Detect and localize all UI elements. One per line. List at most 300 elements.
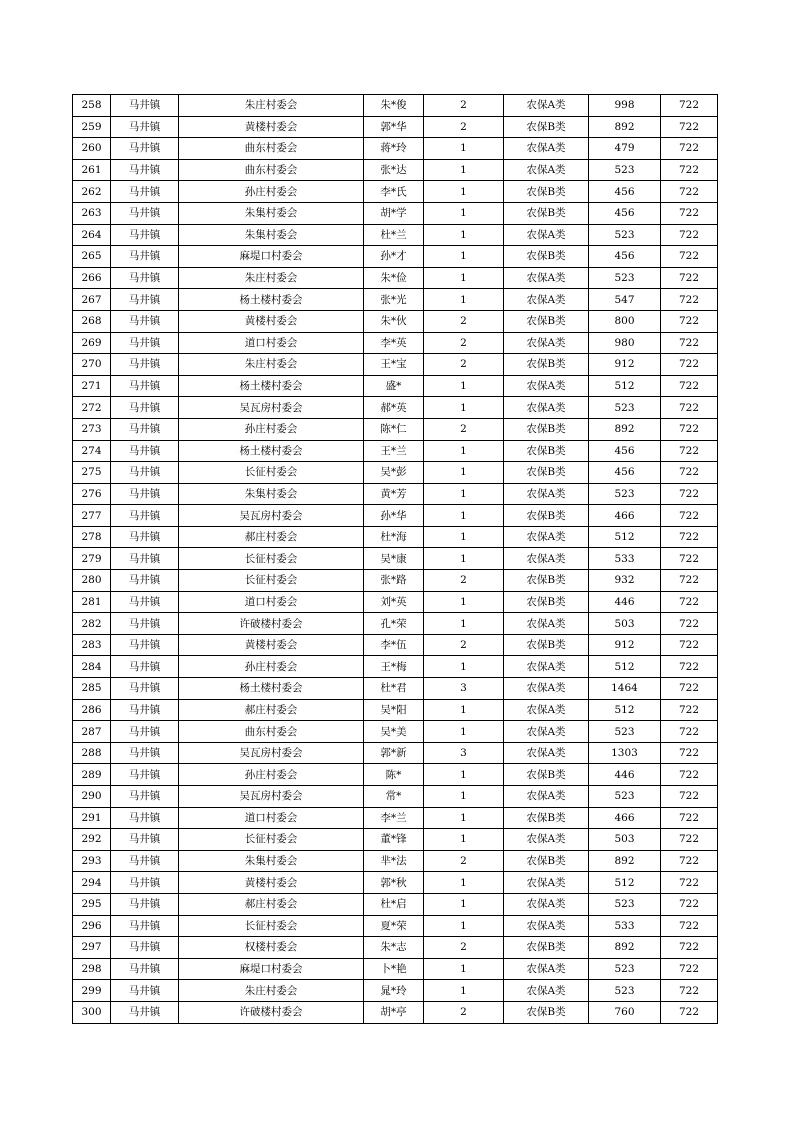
town-cell: 马井镇: [111, 397, 179, 419]
village-committee-cell: 道口村委会: [179, 332, 364, 354]
name-cell: 王*宝: [364, 354, 424, 376]
standard-value-cell: 722: [661, 591, 718, 613]
name-cell: 张*路: [364, 570, 424, 592]
insurance-category-cell: 农保A类: [504, 958, 589, 980]
insurance-category-cell: 农保A类: [504, 613, 589, 635]
village-committee-cell: 长征村委会: [179, 570, 364, 592]
row-number-cell: 299: [73, 980, 111, 1002]
household-count-cell: 1: [424, 440, 504, 462]
insurance-category-cell: 农保A类: [504, 721, 589, 743]
household-count-cell: 1: [424, 224, 504, 246]
household-count-cell: 2: [424, 570, 504, 592]
name-cell: 胡*学: [364, 202, 424, 224]
table-row: [73, 310, 718, 332]
table-row: [73, 786, 718, 808]
row-number-cell: 292: [73, 829, 111, 851]
row-number-cell: 268: [73, 310, 111, 332]
name-cell: 陈*仁: [364, 418, 424, 440]
village-committee-cell: 黄楼村委会: [179, 116, 364, 138]
table-row: [73, 202, 718, 224]
village-committee-cell: 曲东村委会: [179, 721, 364, 743]
standard-value-cell: 722: [661, 95, 718, 117]
amount-cell: 1303: [589, 742, 661, 764]
amount-cell: 1464: [589, 678, 661, 700]
standard-value-cell: 722: [661, 613, 718, 635]
amount-cell: 512: [589, 375, 661, 397]
village-committee-cell: 杨土楼村委会: [179, 440, 364, 462]
insurance-category-cell: 农保A类: [504, 893, 589, 915]
insurance-category-cell: 农保B类: [504, 462, 589, 484]
insurance-category-cell: 农保B类: [504, 570, 589, 592]
table-row: [73, 656, 718, 678]
household-count-cell: 2: [424, 95, 504, 117]
amount-cell: 466: [589, 807, 661, 829]
town-cell: 马井镇: [111, 980, 179, 1002]
name-cell: 常*: [364, 786, 424, 808]
table-row: [73, 418, 718, 440]
insurance-category-cell: 农保B类: [504, 505, 589, 527]
row-number-cell: 283: [73, 634, 111, 656]
table-row: [73, 893, 718, 915]
town-cell: 马井镇: [111, 678, 179, 700]
household-count-cell: 1: [424, 289, 504, 311]
insurance-category-cell: 农保A类: [504, 786, 589, 808]
table-row: [73, 807, 718, 829]
standard-value-cell: 722: [661, 202, 718, 224]
name-cell: 李*英: [364, 332, 424, 354]
name-cell: 李*氏: [364, 181, 424, 203]
household-count-cell: 2: [424, 354, 504, 376]
row-number-cell: 272: [73, 397, 111, 419]
insurance-category-cell: 农保A类: [504, 742, 589, 764]
table-row: [73, 526, 718, 548]
name-cell: 郭*华: [364, 116, 424, 138]
standard-value-cell: 722: [661, 915, 718, 937]
table-body: [73, 95, 718, 1024]
name-cell: 郭*新: [364, 742, 424, 764]
name-cell: 卜*艳: [364, 958, 424, 980]
town-cell: 马井镇: [111, 526, 179, 548]
row-number-cell: 294: [73, 872, 111, 894]
amount-cell: 512: [589, 872, 661, 894]
table-row: [73, 634, 718, 656]
row-number-cell: 261: [73, 159, 111, 181]
standard-value-cell: 722: [661, 397, 718, 419]
household-count-cell: 1: [424, 483, 504, 505]
town-cell: 马井镇: [111, 224, 179, 246]
standard-value-cell: 722: [661, 850, 718, 872]
amount-cell: 503: [589, 829, 661, 851]
standard-value-cell: 722: [661, 267, 718, 289]
row-number-cell: 266: [73, 267, 111, 289]
insurance-category-cell: 农保A类: [504, 980, 589, 1002]
insurance-category-cell: 农保B类: [504, 418, 589, 440]
table-row: [73, 462, 718, 484]
household-count-cell: 1: [424, 613, 504, 635]
insurance-category-cell: 农保A类: [504, 375, 589, 397]
standard-value-cell: 722: [661, 289, 718, 311]
amount-cell: 503: [589, 613, 661, 635]
amount-cell: 533: [589, 548, 661, 570]
row-number-cell: 296: [73, 915, 111, 937]
insurance-category-cell: 农保A类: [504, 224, 589, 246]
standard-value-cell: 722: [661, 678, 718, 700]
table-row: [73, 980, 718, 1002]
row-number-cell: 259: [73, 116, 111, 138]
row-number-cell: 278: [73, 526, 111, 548]
row-number-cell: 263: [73, 202, 111, 224]
insurance-category-cell: 农保B类: [504, 246, 589, 268]
row-number-cell: 285: [73, 678, 111, 700]
table-row: [73, 850, 718, 872]
name-cell: 蒋*玲: [364, 138, 424, 160]
town-cell: 马井镇: [111, 483, 179, 505]
village-committee-cell: 朱集村委会: [179, 483, 364, 505]
table-row: [73, 354, 718, 376]
amount-cell: 892: [589, 116, 661, 138]
table-row: [73, 224, 718, 246]
household-count-cell: 1: [424, 786, 504, 808]
household-count-cell: 1: [424, 958, 504, 980]
amount-cell: 523: [589, 893, 661, 915]
standard-value-cell: 722: [661, 354, 718, 376]
amount-cell: 932: [589, 570, 661, 592]
row-number-cell: 291: [73, 807, 111, 829]
row-number-cell: 282: [73, 613, 111, 635]
table-row: [73, 138, 718, 160]
name-cell: 夏*荣: [364, 915, 424, 937]
row-number-cell: 286: [73, 699, 111, 721]
town-cell: 马井镇: [111, 138, 179, 160]
amount-cell: 479: [589, 138, 661, 160]
town-cell: 马井镇: [111, 613, 179, 635]
town-cell: 马井镇: [111, 721, 179, 743]
town-cell: 马井镇: [111, 375, 179, 397]
name-cell: 孙*才: [364, 246, 424, 268]
town-cell: 马井镇: [111, 440, 179, 462]
standard-value-cell: 722: [661, 958, 718, 980]
standard-value-cell: 722: [661, 980, 718, 1002]
name-cell: 胡*亭: [364, 1001, 424, 1023]
row-number-cell: 297: [73, 937, 111, 959]
row-number-cell: 276: [73, 483, 111, 505]
amount-cell: 456: [589, 246, 661, 268]
standard-value-cell: 722: [661, 462, 718, 484]
insurance-category-cell: 农保B类: [504, 937, 589, 959]
household-count-cell: 1: [424, 980, 504, 1002]
amount-cell: 523: [589, 224, 661, 246]
name-cell: 晁*玲: [364, 980, 424, 1002]
village-committee-cell: 曲东村委会: [179, 159, 364, 181]
standard-value-cell: 722: [661, 634, 718, 656]
row-number-cell: 288: [73, 742, 111, 764]
standard-value-cell: 722: [661, 332, 718, 354]
row-number-cell: 284: [73, 656, 111, 678]
table-row: [73, 721, 718, 743]
village-committee-cell: 许破楼村委会: [179, 613, 364, 635]
village-committee-cell: 麻堤口村委会: [179, 958, 364, 980]
name-cell: 张*达: [364, 159, 424, 181]
insurance-category-cell: 农保B类: [504, 591, 589, 613]
household-count-cell: 1: [424, 505, 504, 527]
household-count-cell: 2: [424, 116, 504, 138]
amount-cell: 533: [589, 915, 661, 937]
row-number-cell: 275: [73, 462, 111, 484]
household-count-cell: 1: [424, 872, 504, 894]
household-count-cell: 1: [424, 764, 504, 786]
town-cell: 马井镇: [111, 1001, 179, 1023]
standard-value-cell: 722: [661, 505, 718, 527]
household-count-cell: 1: [424, 591, 504, 613]
village-committee-cell: 杨土楼村委会: [179, 375, 364, 397]
village-committee-cell: 朱庄村委会: [179, 354, 364, 376]
row-number-cell: 277: [73, 505, 111, 527]
standard-value-cell: 722: [661, 181, 718, 203]
table-row: [73, 591, 718, 613]
table-row: [73, 440, 718, 462]
name-cell: 王*兰: [364, 440, 424, 462]
row-number-cell: 258: [73, 95, 111, 117]
household-count-cell: 1: [424, 202, 504, 224]
town-cell: 马井镇: [111, 786, 179, 808]
amount-cell: 523: [589, 159, 661, 181]
name-cell: 朱*伙: [364, 310, 424, 332]
row-number-cell: 295: [73, 893, 111, 915]
insurance-category-cell: 农保B类: [504, 634, 589, 656]
household-count-cell: 1: [424, 397, 504, 419]
village-committee-cell: 长征村委会: [179, 548, 364, 570]
standard-value-cell: 722: [661, 764, 718, 786]
insurance-category-cell: 农保B类: [504, 310, 589, 332]
row-number-cell: 271: [73, 375, 111, 397]
table-row: [73, 958, 718, 980]
name-cell: 郝*英: [364, 397, 424, 419]
household-count-cell: 1: [424, 807, 504, 829]
town-cell: 马井镇: [111, 893, 179, 915]
standard-value-cell: 722: [661, 224, 718, 246]
table-row: [73, 332, 718, 354]
town-cell: 马井镇: [111, 656, 179, 678]
name-cell: 朱*俭: [364, 267, 424, 289]
name-cell: 孙*华: [364, 505, 424, 527]
amount-cell: 980: [589, 332, 661, 354]
table-row: [73, 267, 718, 289]
town-cell: 马井镇: [111, 462, 179, 484]
insurance-category-cell: 农保A类: [504, 526, 589, 548]
town-cell: 马井镇: [111, 634, 179, 656]
town-cell: 马井镇: [111, 915, 179, 937]
name-cell: 杜*启: [364, 893, 424, 915]
amount-cell: 512: [589, 699, 661, 721]
name-cell: 杜*君: [364, 678, 424, 700]
row-number-cell: 293: [73, 850, 111, 872]
standard-value-cell: 722: [661, 786, 718, 808]
village-committee-cell: 吴瓦房村委会: [179, 397, 364, 419]
standard-value-cell: 722: [661, 699, 718, 721]
insurance-category-cell: 农保A类: [504, 548, 589, 570]
village-committee-cell: 长征村委会: [179, 462, 364, 484]
table-row: [73, 829, 718, 851]
town-cell: 马井镇: [111, 764, 179, 786]
village-committee-cell: 郝庄村委会: [179, 526, 364, 548]
row-number-cell: 265: [73, 246, 111, 268]
insurance-category-cell: 农保A类: [504, 95, 589, 117]
town-cell: 马井镇: [111, 202, 179, 224]
amount-cell: 446: [589, 591, 661, 613]
row-number-cell: 300: [73, 1001, 111, 1023]
name-cell: 吴*美: [364, 721, 424, 743]
row-number-cell: 281: [73, 591, 111, 613]
insurance-category-cell: 农保A类: [504, 289, 589, 311]
household-count-cell: 3: [424, 678, 504, 700]
table-row: [73, 613, 718, 635]
table-row: [73, 505, 718, 527]
standard-value-cell: 722: [661, 526, 718, 548]
name-cell: 董*锋: [364, 829, 424, 851]
row-number-cell: 264: [73, 224, 111, 246]
household-count-cell: 1: [424, 267, 504, 289]
town-cell: 马井镇: [111, 742, 179, 764]
row-number-cell: 269: [73, 332, 111, 354]
amount-cell: 523: [589, 267, 661, 289]
insurance-category-cell: 农保A类: [504, 159, 589, 181]
name-cell: 吴*阳: [364, 699, 424, 721]
standard-value-cell: 722: [661, 872, 718, 894]
village-committee-cell: 朱庄村委会: [179, 95, 364, 117]
standard-value-cell: 722: [661, 721, 718, 743]
standard-value-cell: 722: [661, 829, 718, 851]
household-count-cell: 2: [424, 937, 504, 959]
household-count-cell: 2: [424, 1001, 504, 1023]
name-cell: 吴*彭: [364, 462, 424, 484]
household-count-cell: 2: [424, 850, 504, 872]
standard-value-cell: 722: [661, 656, 718, 678]
amount-cell: 892: [589, 937, 661, 959]
table-row: [73, 1001, 718, 1023]
standard-value-cell: 722: [661, 440, 718, 462]
table-row: [73, 548, 718, 570]
name-cell: 芈*法: [364, 850, 424, 872]
table-row: [73, 570, 718, 592]
village-committee-cell: 吴瓦房村委会: [179, 742, 364, 764]
insurance-category-cell: 农保A类: [504, 267, 589, 289]
name-cell: 杜*兰: [364, 224, 424, 246]
row-number-cell: 287: [73, 721, 111, 743]
household-count-cell: 1: [424, 159, 504, 181]
insurance-category-cell: 农保B类: [504, 1001, 589, 1023]
town-cell: 马井镇: [111, 699, 179, 721]
insurance-category-cell: 农保A类: [504, 699, 589, 721]
household-count-cell: 2: [424, 634, 504, 656]
table-row: [73, 397, 718, 419]
insurance-category-cell: 农保B类: [504, 202, 589, 224]
town-cell: 马井镇: [111, 548, 179, 570]
table-row: [73, 95, 718, 117]
household-count-cell: 1: [424, 181, 504, 203]
table-row: [73, 289, 718, 311]
village-committee-cell: 孙庄村委会: [179, 764, 364, 786]
village-committee-cell: 黄楼村委会: [179, 310, 364, 332]
town-cell: 马井镇: [111, 310, 179, 332]
table-row: [73, 678, 718, 700]
town-cell: 马井镇: [111, 418, 179, 440]
standard-value-cell: 722: [661, 570, 718, 592]
household-count-cell: 1: [424, 246, 504, 268]
town-cell: 马井镇: [111, 354, 179, 376]
village-committee-cell: 朱集村委会: [179, 850, 364, 872]
village-committee-cell: 黄楼村委会: [179, 872, 364, 894]
row-number-cell: 267: [73, 289, 111, 311]
household-count-cell: 2: [424, 418, 504, 440]
household-count-cell: 1: [424, 915, 504, 937]
insurance-category-cell: 农保A类: [504, 915, 589, 937]
household-count-cell: 1: [424, 699, 504, 721]
household-count-cell: 1: [424, 829, 504, 851]
row-number-cell: 270: [73, 354, 111, 376]
standard-value-cell: 722: [661, 138, 718, 160]
table-row: [73, 159, 718, 181]
insurance-category-cell: 农保B类: [504, 181, 589, 203]
village-committee-cell: 道口村委会: [179, 807, 364, 829]
table-row: [73, 116, 718, 138]
insurance-category-cell: 农保A类: [504, 138, 589, 160]
amount-cell: 456: [589, 440, 661, 462]
table-row: [73, 246, 718, 268]
row-number-cell: 298: [73, 958, 111, 980]
beneficiary-table: [72, 94, 718, 1024]
insurance-category-cell: 农保A类: [504, 397, 589, 419]
household-count-cell: 1: [424, 138, 504, 160]
row-number-cell: 280: [73, 570, 111, 592]
amount-cell: 456: [589, 202, 661, 224]
amount-cell: 760: [589, 1001, 661, 1023]
insurance-category-cell: 农保A类: [504, 656, 589, 678]
standard-value-cell: 722: [661, 116, 718, 138]
name-cell: 郭*秋: [364, 872, 424, 894]
table-row: [73, 699, 718, 721]
village-committee-cell: 吴瓦房村委会: [179, 505, 364, 527]
table-row: [73, 915, 718, 937]
amount-cell: 512: [589, 656, 661, 678]
village-committee-cell: 郝庄村委会: [179, 893, 364, 915]
name-cell: 黄*芳: [364, 483, 424, 505]
name-cell: 盛*: [364, 375, 424, 397]
village-committee-cell: 杨土楼村委会: [179, 289, 364, 311]
town-cell: 马井镇: [111, 95, 179, 117]
village-committee-cell: 孙庄村委会: [179, 181, 364, 203]
town-cell: 马井镇: [111, 159, 179, 181]
household-count-cell: 2: [424, 332, 504, 354]
town-cell: 马井镇: [111, 850, 179, 872]
town-cell: 马井镇: [111, 807, 179, 829]
insurance-category-cell: 农保A类: [504, 483, 589, 505]
standard-value-cell: 722: [661, 1001, 718, 1023]
town-cell: 马井镇: [111, 872, 179, 894]
row-number-cell: 273: [73, 418, 111, 440]
standard-value-cell: 722: [661, 893, 718, 915]
table-row: [73, 742, 718, 764]
household-count-cell: 1: [424, 375, 504, 397]
standard-value-cell: 722: [661, 246, 718, 268]
table-row: [73, 872, 718, 894]
village-committee-cell: 许破楼村委会: [179, 1001, 364, 1023]
standard-value-cell: 722: [661, 310, 718, 332]
household-count-cell: 1: [424, 893, 504, 915]
insurance-category-cell: 农保A类: [504, 872, 589, 894]
household-count-cell: 2: [424, 310, 504, 332]
name-cell: 陈*: [364, 764, 424, 786]
row-number-cell: 260: [73, 138, 111, 160]
